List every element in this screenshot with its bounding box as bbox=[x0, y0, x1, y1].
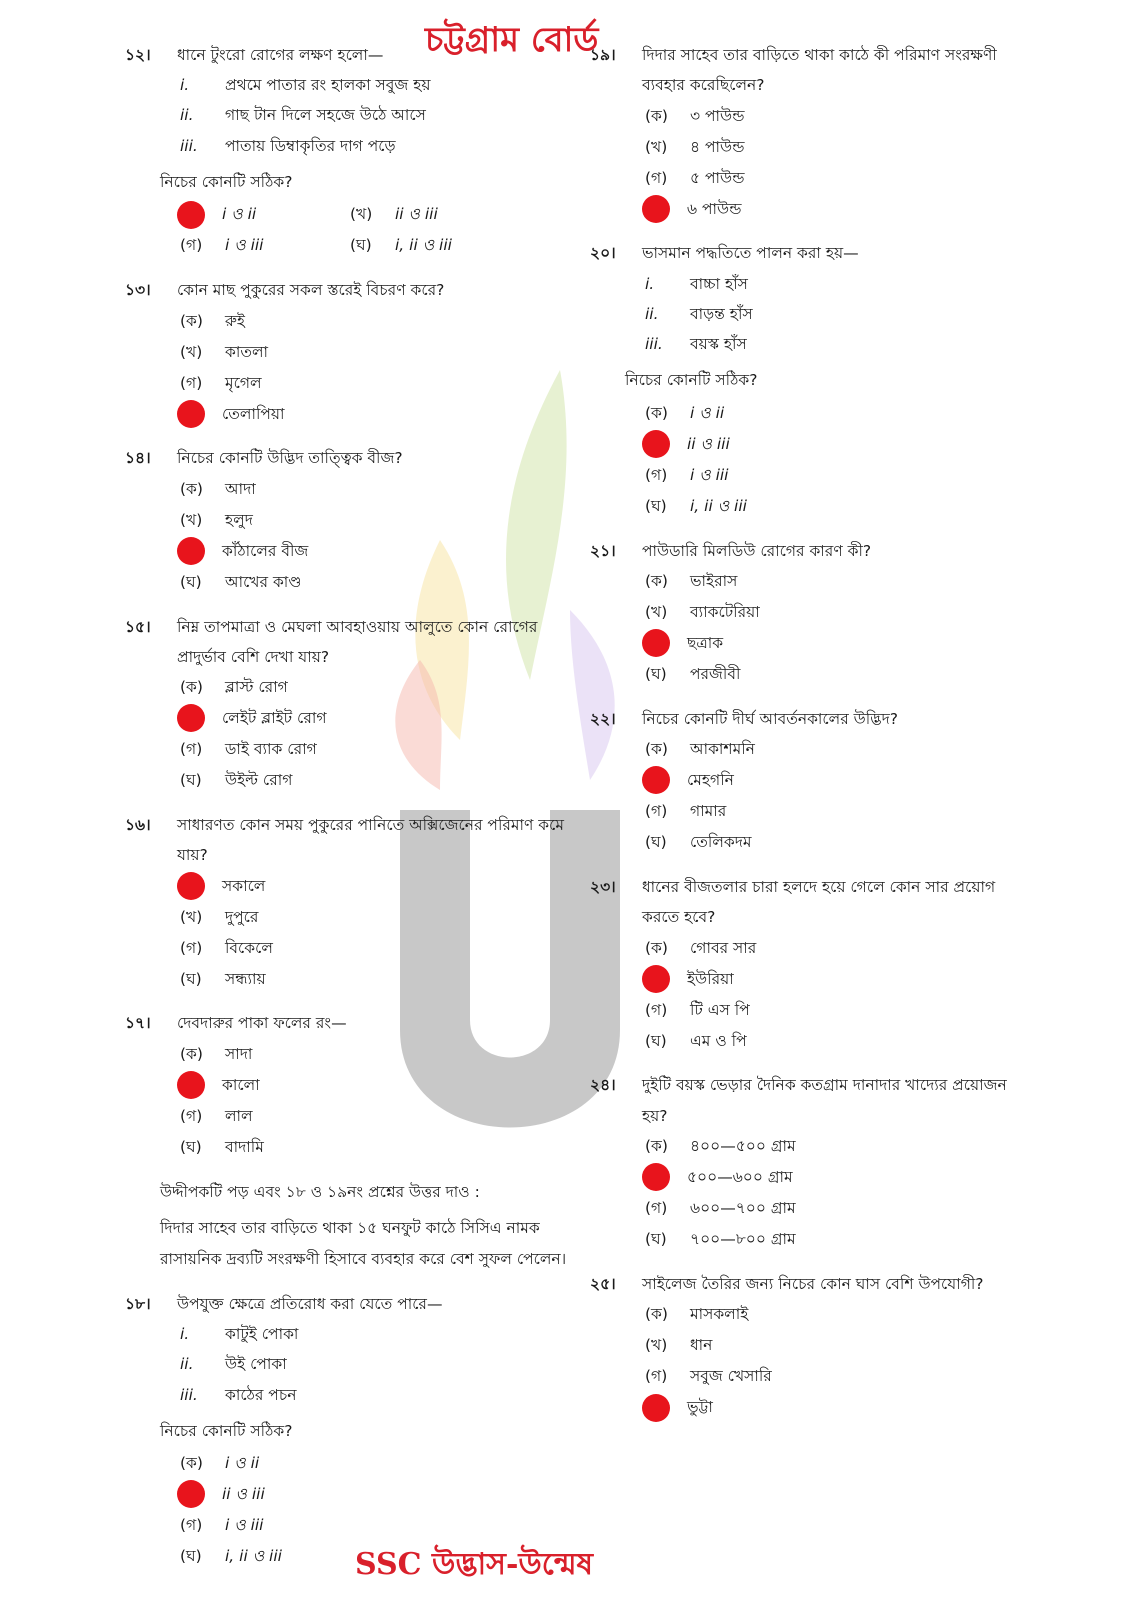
option-label: (গ) bbox=[645, 802, 668, 821]
option-item[interactable] bbox=[180, 1132, 570, 1163]
option-item[interactable] bbox=[645, 1162, 1010, 1193]
option-item[interactable] bbox=[645, 963, 1010, 994]
option-list bbox=[645, 932, 1010, 1056]
answer-marker-dot bbox=[642, 629, 670, 657]
option-text: ধান bbox=[690, 1336, 713, 1355]
option-item[interactable] bbox=[180, 1070, 570, 1101]
option-item[interactable] bbox=[180, 765, 570, 796]
question-block bbox=[125, 40, 570, 261]
question-block bbox=[590, 238, 1010, 521]
option-item[interactable] bbox=[180, 199, 350, 230]
question-text: দিদার সাহেব তার বাড়িতে থাকা কাঠে কী পরিমাণ সংরক্ষণী ব্যবহার করেছিলেন? bbox=[642, 46, 997, 95]
option-text: সকালে bbox=[222, 876, 266, 895]
question-block bbox=[590, 872, 1010, 1056]
answer-marker-dot bbox=[642, 1163, 670, 1191]
option-label: (ক) bbox=[180, 1454, 203, 1473]
answer-marker-dot bbox=[177, 400, 205, 428]
option-text: ব্লাস্ট রোগ bbox=[225, 678, 288, 697]
option-list bbox=[645, 1299, 1010, 1423]
question-text: সাধারণত কোন সময় পুকুরের পানিতে অক্সিজেনের পরিমাণ কমে যায়? bbox=[177, 815, 564, 865]
question-line bbox=[590, 872, 1010, 932]
question-text: পাউডারি মিলডিউ রোগের কারণ কী? bbox=[642, 541, 872, 560]
option-text: ৪ পাউন্ড bbox=[690, 137, 745, 156]
option-text: তেলিকদম bbox=[690, 833, 752, 852]
option-text: i ও iii bbox=[225, 236, 264, 255]
question-number: ১৬। bbox=[125, 815, 151, 834]
statement-text: বয়স্ক হাঁস bbox=[690, 335, 747, 354]
option-text: ৬ পাউন্ড bbox=[687, 199, 742, 218]
option-label: (গ) bbox=[645, 168, 668, 187]
option-item[interactable] bbox=[180, 1101, 570, 1132]
option-label: (ঘ) bbox=[180, 771, 202, 790]
option-label: (ঘ) bbox=[645, 1031, 667, 1050]
question-number: ২১। bbox=[590, 541, 616, 560]
option-text: ii ও iii bbox=[687, 434, 730, 453]
option-text: ৫ পাউন্ড bbox=[690, 168, 745, 187]
option-item[interactable] bbox=[645, 429, 1010, 460]
statement-list bbox=[180, 1319, 570, 1410]
option-list bbox=[180, 1039, 570, 1163]
left-question-list-after bbox=[125, 1289, 570, 1572]
question-prompt: নিচের কোনটি সঠিক? bbox=[625, 371, 758, 390]
option-text: i ও iii bbox=[690, 465, 729, 484]
option-label: (খ) bbox=[180, 342, 203, 361]
option-item[interactable] bbox=[645, 1392, 1010, 1423]
option-label: (ক) bbox=[645, 1137, 668, 1156]
option-text: i ও iii bbox=[225, 1516, 264, 1535]
option-text: i, ii ও iii bbox=[395, 236, 452, 255]
option-label: (ক) bbox=[180, 479, 203, 498]
statement-numeral: i. bbox=[180, 1325, 190, 1344]
option-label: (ক) bbox=[645, 740, 668, 759]
option-text: গামার bbox=[690, 802, 727, 821]
option-text: তেলাপিয়া bbox=[222, 404, 285, 423]
option-item[interactable] bbox=[180, 505, 570, 536]
option-text: লেইট ব্লাইট রোগ bbox=[222, 709, 327, 728]
footer-brand: SSC উদ্ভাস-উন্মেষ bbox=[355, 1547, 594, 1582]
question-line bbox=[125, 1289, 570, 1319]
question-number: ১৪। bbox=[125, 449, 151, 468]
question-block bbox=[125, 443, 570, 597]
option-text: i ও ii bbox=[222, 205, 257, 224]
statement-numeral: iii. bbox=[180, 1385, 198, 1404]
question-block bbox=[590, 1269, 1010, 1423]
option-item[interactable] bbox=[645, 1131, 1010, 1162]
question-line bbox=[590, 40, 1010, 100]
question-line bbox=[590, 536, 1010, 566]
question-block bbox=[125, 1289, 570, 1572]
option-label: (গ) bbox=[645, 1000, 668, 1019]
option-text: i, ii ও iii bbox=[225, 1547, 282, 1566]
option-list bbox=[645, 734, 1010, 858]
option-text: গোবর সার bbox=[690, 938, 757, 957]
question-number: ১৯। bbox=[590, 46, 616, 64]
option-label: (গ) bbox=[645, 465, 668, 484]
option-item[interactable] bbox=[645, 1025, 1010, 1056]
question-line bbox=[125, 1008, 570, 1038]
option-text: i ও ii bbox=[690, 403, 725, 422]
question-block bbox=[125, 1008, 570, 1162]
option-text: i ও ii bbox=[225, 1454, 260, 1473]
option-text: সবুজ খেসারি bbox=[690, 1367, 772, 1386]
question-text: উপযুক্ত ক্ষেত্রে প্রতিরোধ করা যেতে পারে— bbox=[177, 1294, 443, 1313]
question-number: ১৫। bbox=[125, 617, 151, 636]
statement-text: প্রথমে পাতার রং হালকা সবুজ হয় bbox=[225, 76, 431, 95]
option-text: ভুট্টা bbox=[687, 1398, 713, 1417]
option-label: (ঘ) bbox=[180, 1138, 202, 1157]
option-label: (ঘ) bbox=[645, 1230, 667, 1249]
question-block bbox=[125, 612, 570, 796]
option-text: লাল bbox=[225, 1107, 253, 1126]
option-list bbox=[645, 566, 1010, 690]
option-item[interactable] bbox=[180, 398, 570, 429]
option-item[interactable] bbox=[180, 567, 570, 598]
option-text: i, ii ও iii bbox=[690, 496, 747, 515]
question-line bbox=[125, 443, 570, 473]
option-label: (খ) bbox=[645, 1336, 668, 1355]
option-label: (ক) bbox=[645, 572, 668, 591]
option-label: (ঘ) bbox=[645, 496, 667, 515]
answer-marker-dot bbox=[177, 537, 205, 565]
question-line bbox=[590, 238, 1010, 268]
option-item[interactable] bbox=[350, 230, 520, 261]
option-list bbox=[645, 398, 1010, 522]
question-text: দুইটি বয়স্ক ভেড়ার দৈনিক কতগ্রাম দানাদার খাদ্যের প্রয়োজন হয়? bbox=[642, 1076, 1007, 1125]
option-text: কাঁঠালের বীজ bbox=[222, 541, 309, 560]
question-number: ২০। bbox=[590, 244, 616, 263]
option-item[interactable] bbox=[645, 597, 1010, 628]
statement-text: কাঠের পচন bbox=[225, 1385, 297, 1404]
question-block bbox=[125, 810, 570, 994]
option-item[interactable] bbox=[645, 796, 1010, 827]
option-label: (ক) bbox=[180, 678, 203, 697]
option-label: (ঘ) bbox=[350, 236, 372, 255]
question-line bbox=[590, 1070, 1010, 1130]
option-item[interactable] bbox=[180, 963, 570, 994]
question-text: ভাসমান পদ্ধতিতে পালন করা হয়— bbox=[642, 244, 859, 263]
right-question-list bbox=[590, 40, 1010, 1423]
left-column bbox=[125, 40, 570, 1586]
question-text: নিচের কোনটি দীর্ঘ আবর্তনকালের উদ্ভিদ? bbox=[642, 709, 898, 728]
question-text: দেবদারুর পাকা ফলের রং— bbox=[177, 1014, 347, 1033]
option-text: ৭০০—৮০০ গ্রাম bbox=[690, 1230, 796, 1249]
option-list bbox=[645, 100, 1010, 224]
answer-marker-dot bbox=[642, 965, 670, 993]
question-prompt: নিচের কোনটি সঠিক? bbox=[160, 1421, 293, 1440]
question-number: ২৫। bbox=[590, 1274, 616, 1293]
option-text: ছত্রাক bbox=[687, 634, 724, 653]
option-item[interactable] bbox=[645, 659, 1010, 690]
option-item[interactable] bbox=[180, 703, 570, 734]
answer-marker-dot bbox=[642, 430, 670, 458]
option-item[interactable] bbox=[645, 460, 1010, 491]
option-label: (ক) bbox=[645, 106, 668, 125]
option-item[interactable] bbox=[180, 474, 570, 505]
left-question-list bbox=[125, 40, 570, 1163]
option-text: ৪০০—৫০০ গ্রাম bbox=[690, 1137, 796, 1156]
option-label: (গ) bbox=[180, 740, 203, 759]
option-text: পরজীবী bbox=[690, 665, 741, 684]
question-block bbox=[590, 40, 1010, 224]
option-label: (ঘ) bbox=[180, 969, 202, 988]
question-number: ১৩। bbox=[125, 281, 151, 300]
option-label: (ঘ) bbox=[645, 665, 667, 684]
option-text: ভাইরাস bbox=[690, 572, 738, 591]
option-text: হলুদ bbox=[225, 510, 253, 529]
option-text: বাদামি bbox=[225, 1138, 264, 1157]
statement-text: পাতায় ডিম্বাকৃতির দাগ পড়ে bbox=[225, 136, 396, 155]
option-list bbox=[180, 199, 570, 261]
option-label: (গ) bbox=[180, 1107, 203, 1126]
option-label: (গ) bbox=[645, 1367, 668, 1386]
statement-item bbox=[645, 299, 1010, 329]
option-label: (ঘ) bbox=[645, 833, 667, 852]
option-label: (খ) bbox=[180, 907, 203, 926]
option-text: ৬০০—৭০০ গ্রাম bbox=[690, 1199, 796, 1218]
statement-list bbox=[645, 269, 1010, 360]
question-text: নিচের কোনটি উদ্ভিদ তাত্ত্বিক বীজ? bbox=[177, 449, 403, 468]
statement-item bbox=[180, 1349, 570, 1379]
option-item[interactable] bbox=[645, 765, 1010, 796]
option-label: (গ) bbox=[645, 1199, 668, 1218]
option-text: রুই bbox=[225, 311, 245, 330]
option-text: আখের কাণ্ড bbox=[225, 572, 302, 591]
option-label: (ক) bbox=[645, 403, 668, 422]
option-item[interactable] bbox=[645, 994, 1010, 1025]
option-item[interactable] bbox=[645, 193, 1010, 224]
option-list bbox=[180, 870, 570, 994]
option-text: কাতলা bbox=[225, 342, 269, 361]
statement-text: বাচ্চা হাঁস bbox=[690, 274, 748, 293]
statement-text: বাড়ন্ত হাঁস bbox=[690, 304, 753, 323]
option-item[interactable] bbox=[645, 1193, 1010, 1224]
option-item[interactable] bbox=[180, 336, 570, 367]
question-block bbox=[590, 536, 1010, 690]
question-prompt: নিচের কোনটি সঠিক? bbox=[160, 172, 293, 191]
option-item[interactable] bbox=[645, 1299, 1010, 1330]
option-label: (খ) bbox=[645, 603, 668, 622]
answer-marker-dot bbox=[642, 766, 670, 794]
question-text: নিম্ন তাপমাত্রা ও মেঘলা আবহাওয়ায় আলুতে কোন রোগের প্রাদুর্ভাব বেশি দেখা যায়? bbox=[177, 617, 538, 666]
option-item[interactable] bbox=[645, 162, 1010, 193]
statement-numeral: i. bbox=[180, 76, 190, 95]
option-item[interactable] bbox=[180, 734, 570, 765]
statement-item bbox=[180, 70, 570, 100]
statement-numeral: i. bbox=[645, 274, 655, 293]
option-label: (খ) bbox=[645, 137, 668, 156]
option-item[interactable] bbox=[645, 734, 1010, 765]
option-text: দুপুরে bbox=[225, 907, 259, 926]
statement-text: কাটুই পোকা bbox=[225, 1325, 299, 1344]
option-text: কালো bbox=[222, 1076, 260, 1095]
option-text: উইল্ট রোগ bbox=[225, 771, 293, 790]
question-block bbox=[125, 275, 570, 429]
question-number: ২৩। bbox=[590, 877, 616, 896]
option-item[interactable] bbox=[180, 305, 570, 336]
answer-marker-dot bbox=[642, 1394, 670, 1422]
option-text: ডাই ব্যাক রোগ bbox=[225, 740, 317, 759]
answer-marker-dot bbox=[177, 1480, 205, 1508]
answer-marker-dot bbox=[642, 195, 670, 223]
question-number: ১৭। bbox=[125, 1014, 151, 1033]
option-list bbox=[180, 474, 570, 598]
question-block bbox=[590, 704, 1010, 858]
option-label: (ক) bbox=[645, 938, 668, 957]
question-number: ১৮। bbox=[125, 1294, 151, 1313]
option-item[interactable] bbox=[180, 870, 570, 901]
option-text: আকাশমনি bbox=[690, 740, 755, 759]
right-column bbox=[590, 40, 1010, 1437]
statement-item bbox=[180, 1380, 570, 1410]
question-text: ধানে টুংরো রোগের লক্ষণ হলো— bbox=[177, 46, 384, 64]
statement-numeral: iii. bbox=[180, 136, 198, 155]
statement-numeral: ii. bbox=[180, 1355, 194, 1374]
option-text: এম ও পি bbox=[690, 1031, 747, 1050]
option-item[interactable] bbox=[645, 131, 1010, 162]
answer-marker-dot bbox=[177, 1071, 205, 1099]
option-item[interactable] bbox=[180, 1479, 570, 1510]
option-item[interactable] bbox=[180, 932, 570, 963]
option-label: (গ) bbox=[180, 1516, 203, 1535]
question-line bbox=[125, 275, 570, 305]
statement-numeral: ii. bbox=[645, 304, 659, 323]
passage-heading: উদ্দীপকটি পড় এবং ১৮ ও ১৯নং প্রশ্নের উত্তর দাও : bbox=[160, 1182, 480, 1201]
option-item[interactable] bbox=[645, 827, 1010, 858]
option-item[interactable] bbox=[180, 536, 570, 567]
option-text: ৫০০—৬০০ গ্রাম bbox=[687, 1168, 793, 1187]
question-line bbox=[590, 704, 1010, 734]
option-text: ৩ পাউন্ড bbox=[690, 106, 745, 125]
option-text: সাদা bbox=[225, 1045, 253, 1064]
option-text: টি এস পি bbox=[690, 1000, 750, 1019]
option-item[interactable] bbox=[180, 1448, 570, 1479]
option-label: (ক) bbox=[645, 1305, 668, 1324]
option-text: ii ও iii bbox=[395, 205, 438, 224]
question-number: ১২। bbox=[125, 46, 151, 64]
option-label: (গ) bbox=[180, 373, 203, 392]
option-item[interactable] bbox=[645, 1361, 1010, 1392]
option-item[interactable] bbox=[645, 566, 1010, 597]
option-label: (ক) bbox=[180, 311, 203, 330]
option-item[interactable] bbox=[645, 100, 1010, 131]
option-item[interactable] bbox=[180, 230, 350, 261]
question-text: সাইলেজ তৈরির জন্য নিচের কোন ঘাস বেশি উপযোগী? bbox=[642, 1274, 984, 1293]
option-item[interactable] bbox=[350, 199, 520, 230]
question-line bbox=[125, 612, 570, 672]
option-text: ব্যাকটেরিয়া bbox=[690, 603, 760, 622]
option-item[interactable] bbox=[645, 628, 1010, 659]
option-list bbox=[180, 672, 570, 796]
question-line bbox=[125, 810, 570, 870]
option-label: (খ) bbox=[180, 510, 203, 529]
question-text: কোন মাছ পুকুরের সকল স্তরেই বিচরণ করে? bbox=[177, 281, 445, 300]
option-item[interactable] bbox=[645, 491, 1010, 522]
answer-marker-dot bbox=[177, 872, 205, 900]
statement-item bbox=[645, 329, 1010, 359]
option-item[interactable] bbox=[180, 901, 570, 932]
passage-text: দিদার সাহেব তার বাড়িতে থাকা ১৫ ঘনফুট কাঠে সিসিএ নামক রাসায়নিক দ্রব্যটি সংরক্ষণী হিসাবে ব্যবহার করে বেশ সুফল পেলেন। bbox=[160, 1218, 567, 1268]
statement-item bbox=[180, 100, 570, 130]
board-title: চট্টগ্রাম বোর্ড bbox=[425, 20, 599, 60]
option-label: (ক) bbox=[180, 1045, 203, 1064]
option-label: (ঘ) bbox=[180, 572, 202, 591]
option-list bbox=[645, 1131, 1010, 1255]
option-text: ii ও iii bbox=[222, 1485, 265, 1504]
option-item[interactable] bbox=[180, 672, 570, 703]
option-text: আদা bbox=[225, 479, 256, 498]
option-item[interactable] bbox=[645, 932, 1010, 963]
question-number: ২৪। bbox=[590, 1076, 616, 1095]
option-item[interactable] bbox=[645, 1224, 1010, 1255]
option-text: বিকেলে bbox=[225, 938, 273, 957]
statement-item bbox=[645, 269, 1010, 299]
statement-numeral: ii. bbox=[180, 106, 194, 125]
option-label: (খ) bbox=[350, 205, 373, 224]
option-label: (গ) bbox=[180, 938, 203, 957]
option-text: মাসকলাই bbox=[690, 1305, 749, 1324]
option-item[interactable] bbox=[180, 1510, 570, 1541]
statement-text: উই পোকা bbox=[225, 1355, 287, 1374]
answer-marker-dot bbox=[177, 201, 205, 229]
option-item[interactable] bbox=[180, 1039, 570, 1070]
option-text: মেহগনি bbox=[687, 771, 734, 790]
question-block bbox=[590, 1070, 1010, 1254]
option-item[interactable] bbox=[180, 367, 570, 398]
statement-item bbox=[180, 131, 570, 161]
statement-text: গাছ টান দিলে সহজে উঠে আসে bbox=[225, 106, 426, 125]
statement-item bbox=[180, 1319, 570, 1349]
option-text: সন্ধ্যায় bbox=[225, 969, 266, 988]
statement-list bbox=[180, 70, 570, 161]
statement-numeral: iii. bbox=[645, 335, 663, 354]
option-text: ইউরিয়া bbox=[687, 969, 734, 988]
option-list bbox=[180, 305, 570, 429]
option-text: মৃগেল bbox=[225, 373, 262, 392]
question-line bbox=[590, 1269, 1010, 1299]
answer-marker-dot bbox=[177, 704, 205, 732]
option-label: (গ) bbox=[180, 236, 203, 255]
question-text: ধানের বীজতলার চারা হলদে হয়ে গেলে কোন সার প্রয়োগ করতে হবে? bbox=[642, 877, 996, 927]
option-label: (ঘ) bbox=[180, 1547, 202, 1566]
option-item[interactable] bbox=[645, 1330, 1010, 1361]
question-line bbox=[125, 40, 570, 70]
question-number: ২২। bbox=[590, 709, 616, 728]
option-item[interactable] bbox=[645, 398, 1010, 429]
